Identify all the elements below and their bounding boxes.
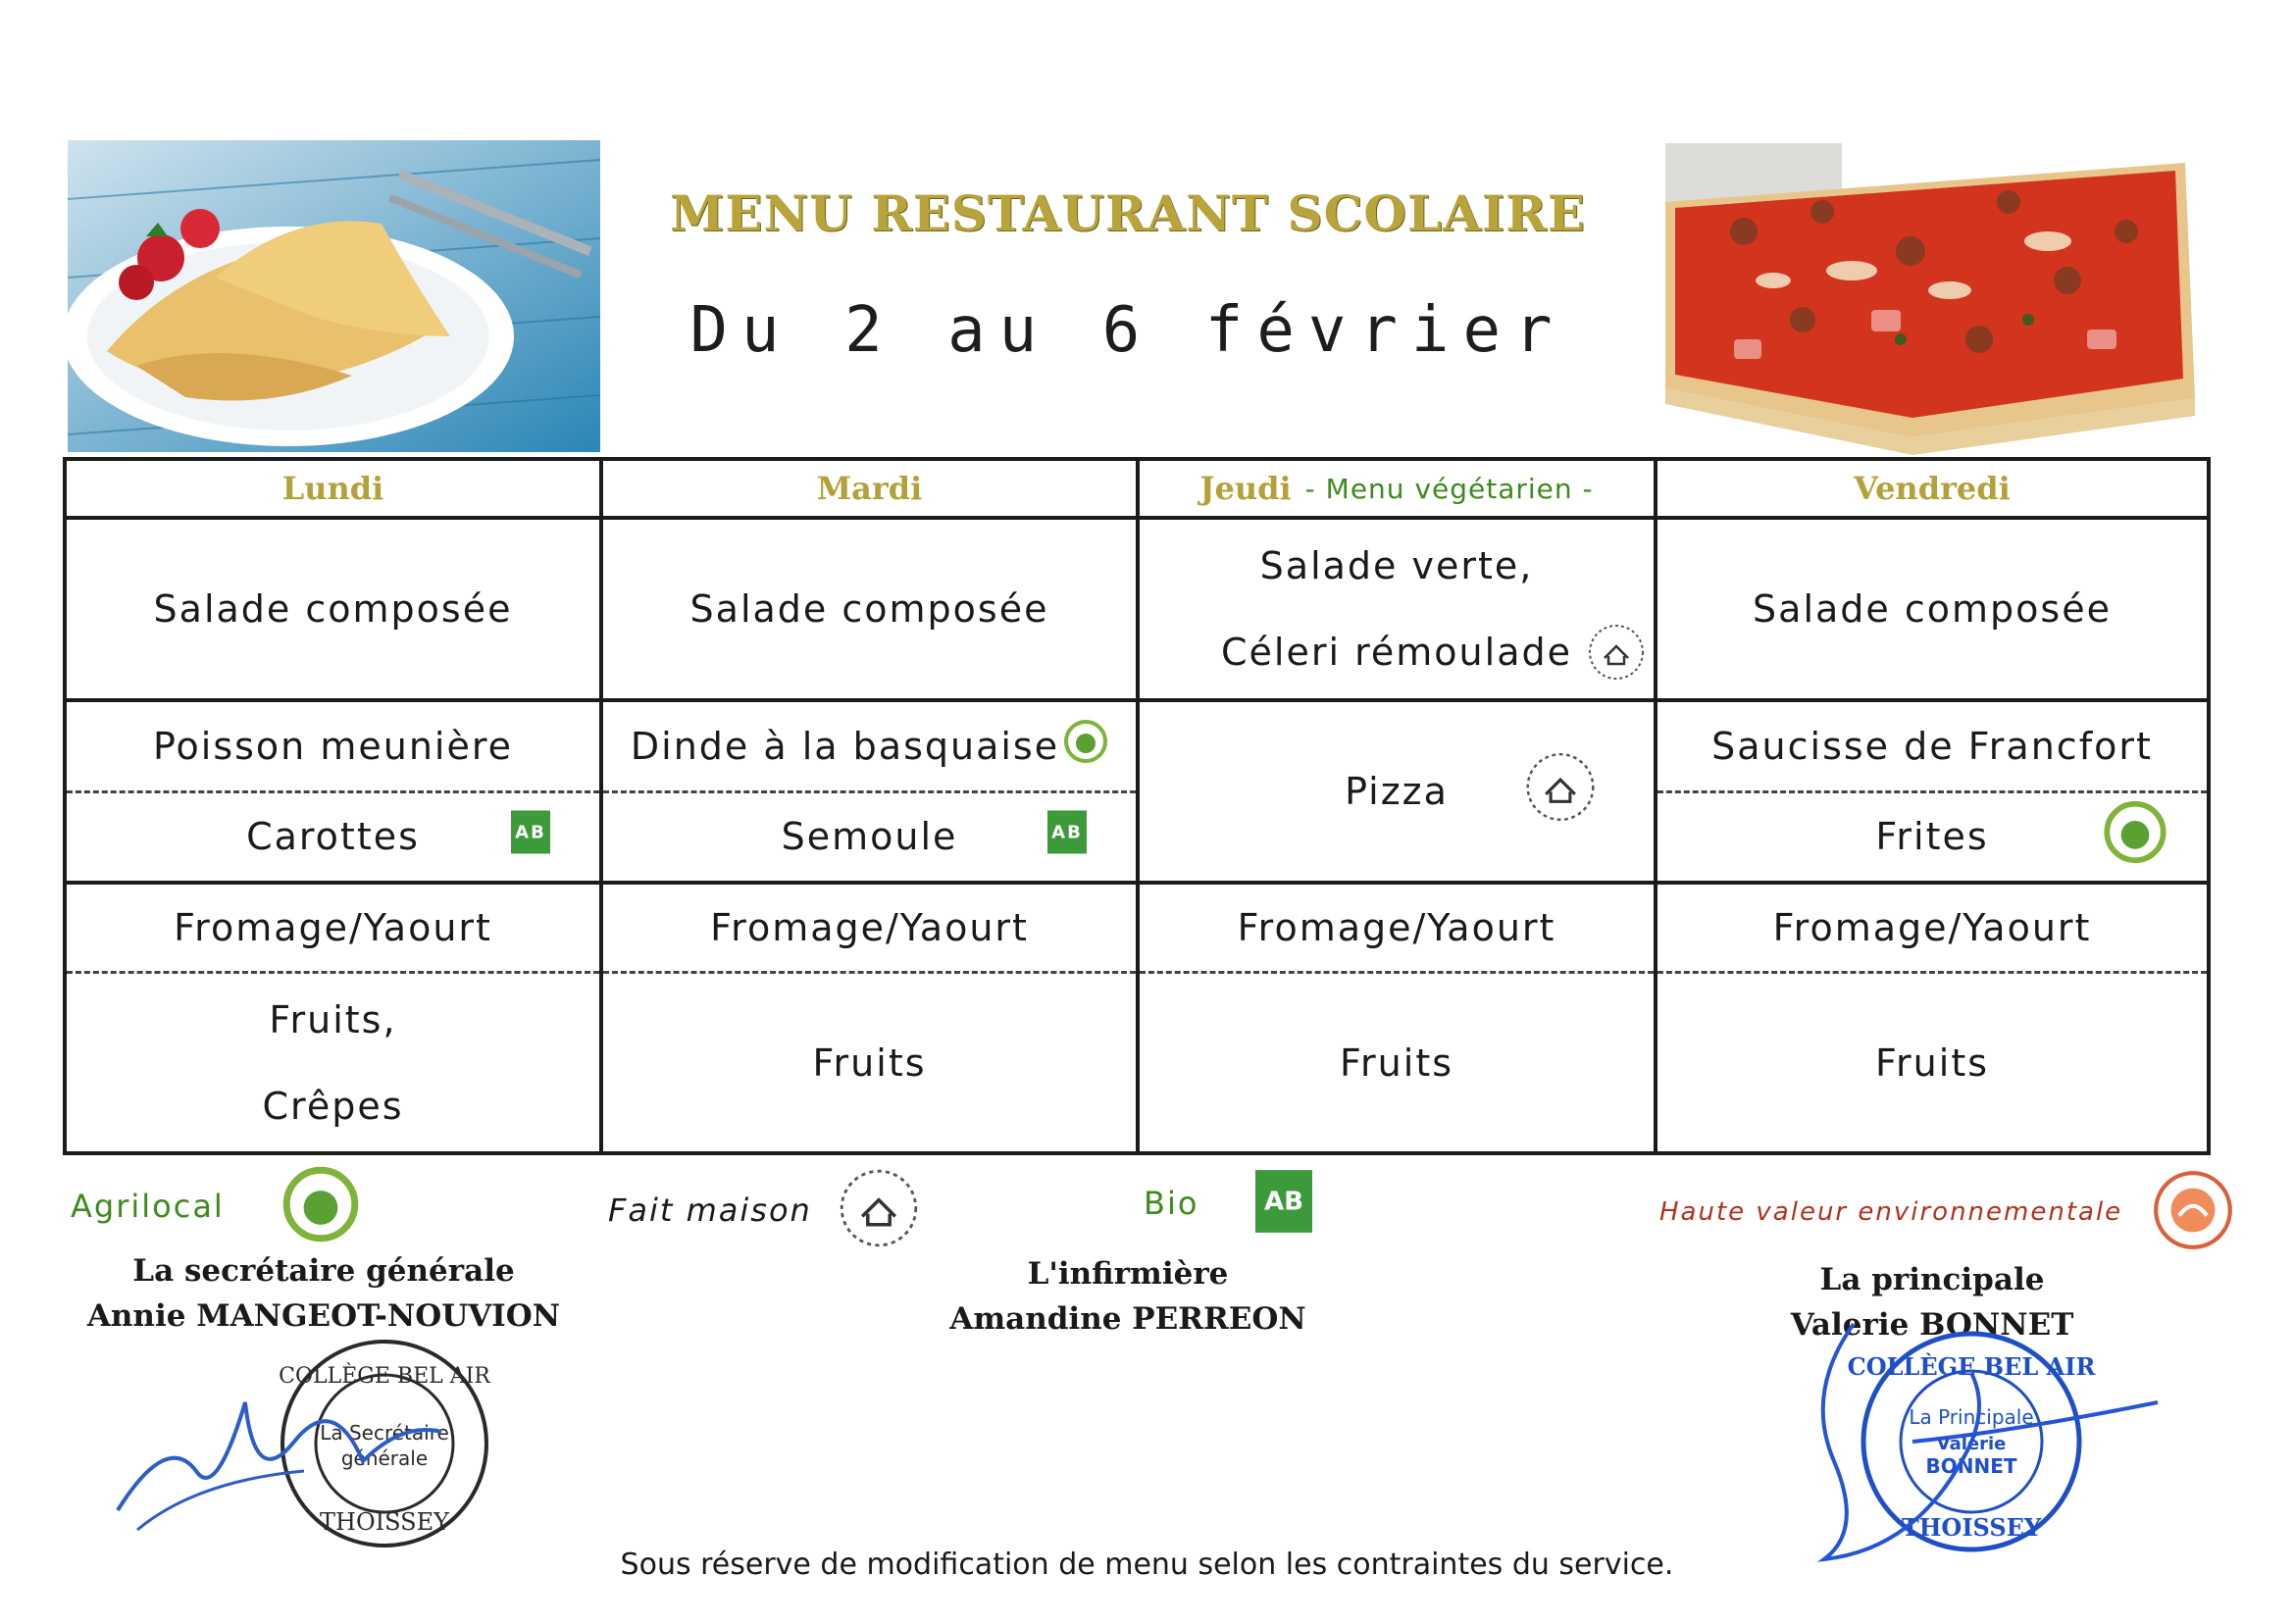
fait-maison-icon [1524,751,1597,833]
fait-maison-icon [838,1167,920,1253]
plat-lundi [67,702,603,885]
entree-jeudi [1140,520,1657,702]
legend-bio [1144,1169,1312,1238]
legend-label: Fait maison [608,1192,812,1229]
signature-nurse [883,1251,1373,1342]
crepe-photo [68,140,600,452]
day-header-vendredi [1657,461,2207,520]
day-name: Mardi [816,470,923,507]
svg-text:COLLÈGE BEL AIR: COLLÈGE BEL AIR [1847,1352,2096,1381]
bio-icon [511,811,550,863]
signature-role: La principale [1819,1262,2045,1297]
signature-name: Annie MANGEOT-NOUVION [86,1298,561,1334]
dessert-mardi [603,885,1140,1151]
dish: Salade verte, [1259,544,1534,587]
agrilocal-icon [281,1165,360,1247]
dessert-lundi [67,885,603,1151]
side-dish: Frites [1875,815,1989,859]
menu-table [63,457,2211,1155]
plat-mardi [603,702,1140,885]
cheese: Fromage/Yaourt [1772,906,2092,949]
day-header-jeudi [1140,461,1657,520]
bio-icon [1255,1169,1312,1238]
pizza-photo [1656,143,2209,457]
page-title: MENU RESTAURANT SCOLAIRE [670,184,1586,242]
cheese: Fromage/Yaourt [174,906,492,949]
legend-label: Bio [1144,1185,1199,1222]
svg-text:THOISSEY: THOISSEY [320,1508,449,1536]
dessert-vendredi [1657,885,2207,1151]
secretary-stamp [108,1334,500,1563]
dish: Salade composée [689,587,1049,631]
side-dish: Semoule [781,815,958,859]
agrilocal-icon [1063,719,1108,773]
bio-icon [1047,811,1087,863]
dessert: Fruits [1339,1040,1454,1085]
dessert: Fruits [812,1040,927,1085]
main-dish: Saucisse de Francfort [1711,724,2153,768]
legend-label: Agrilocal [71,1188,225,1225]
plat-jeudi [1140,702,1657,885]
agrilocal-icon [2103,800,2167,874]
legend-fait-maison [608,1167,920,1253]
dish: Salade composée [1753,587,2112,631]
entree-lundi [67,520,603,702]
svg-text:BONNET: BONNET [1925,1454,2017,1478]
svg-text:AB: AB [1264,1187,1304,1217]
svg-text:La Secrétaire: La Secrétaire [320,1421,449,1445]
signature-role: L'infirmière [1027,1256,1229,1292]
fait-maison-icon [1587,623,1646,690]
signature-name: Valerie BONNET [1790,1307,2074,1343]
day-name: Jeudi [1199,470,1292,507]
signature-name: Amandine PERREON [949,1301,1306,1337]
legend-label: Haute valeur environnementale [1659,1197,2123,1227]
vegetarian-note: - Menu végétarien - [1304,472,1594,505]
principal-stamp [1795,1314,2167,1583]
day-name: Vendredi [1854,470,2011,507]
main-dish: Poisson meunière [152,724,514,768]
day-name: Lundi [281,470,384,507]
hve-icon [2152,1169,2234,1255]
signature-secretary [69,1248,579,1339]
svg-text:COLLÈGE BEL AIR: COLLÈGE BEL AIR [279,1364,490,1389]
dessert: Fruits, [269,997,397,1041]
day-header-mardi [603,461,1140,520]
svg-text:Valérie: Valérie [1936,1434,2007,1454]
svg-text:THOISSEY: THOISSEY [1901,1513,2042,1542]
footer-disclaimer: Sous réserve de modification de menu selon les contraintes du service. [620,1548,1674,1582]
date-range: Du 2 au 6 février [689,294,1566,367]
legend-hve [1659,1169,2234,1255]
entree-vendredi [1657,520,2207,702]
plat-vendredi [1657,702,2207,885]
svg-text:générale: générale [340,1446,429,1470]
dessert: Crêpes [262,1084,404,1128]
svg-text:AB: AB [1051,822,1083,843]
svg-text:AB: AB [515,822,546,843]
cheese: Fromage/Yaourt [1237,906,1556,949]
side-dish: Carottes [246,815,420,859]
main-dish: Pizza [1345,770,1449,813]
entree-mardi [603,520,1140,702]
svg-text:La Principale: La Principale [1909,1405,2034,1429]
dessert-jeudi [1140,885,1657,1151]
signature-role: La secrétaire générale [132,1253,515,1289]
dessert: Fruits [1874,1040,1990,1085]
main-dish: Dinde à la basquaise [630,724,1060,768]
dish: Salade composée [153,587,513,631]
day-header-lundi [67,461,603,520]
cheese: Fromage/Yaourt [710,906,1029,949]
dish: Céleri rémoulade [1221,631,1572,674]
legend-agrilocal [71,1165,360,1247]
